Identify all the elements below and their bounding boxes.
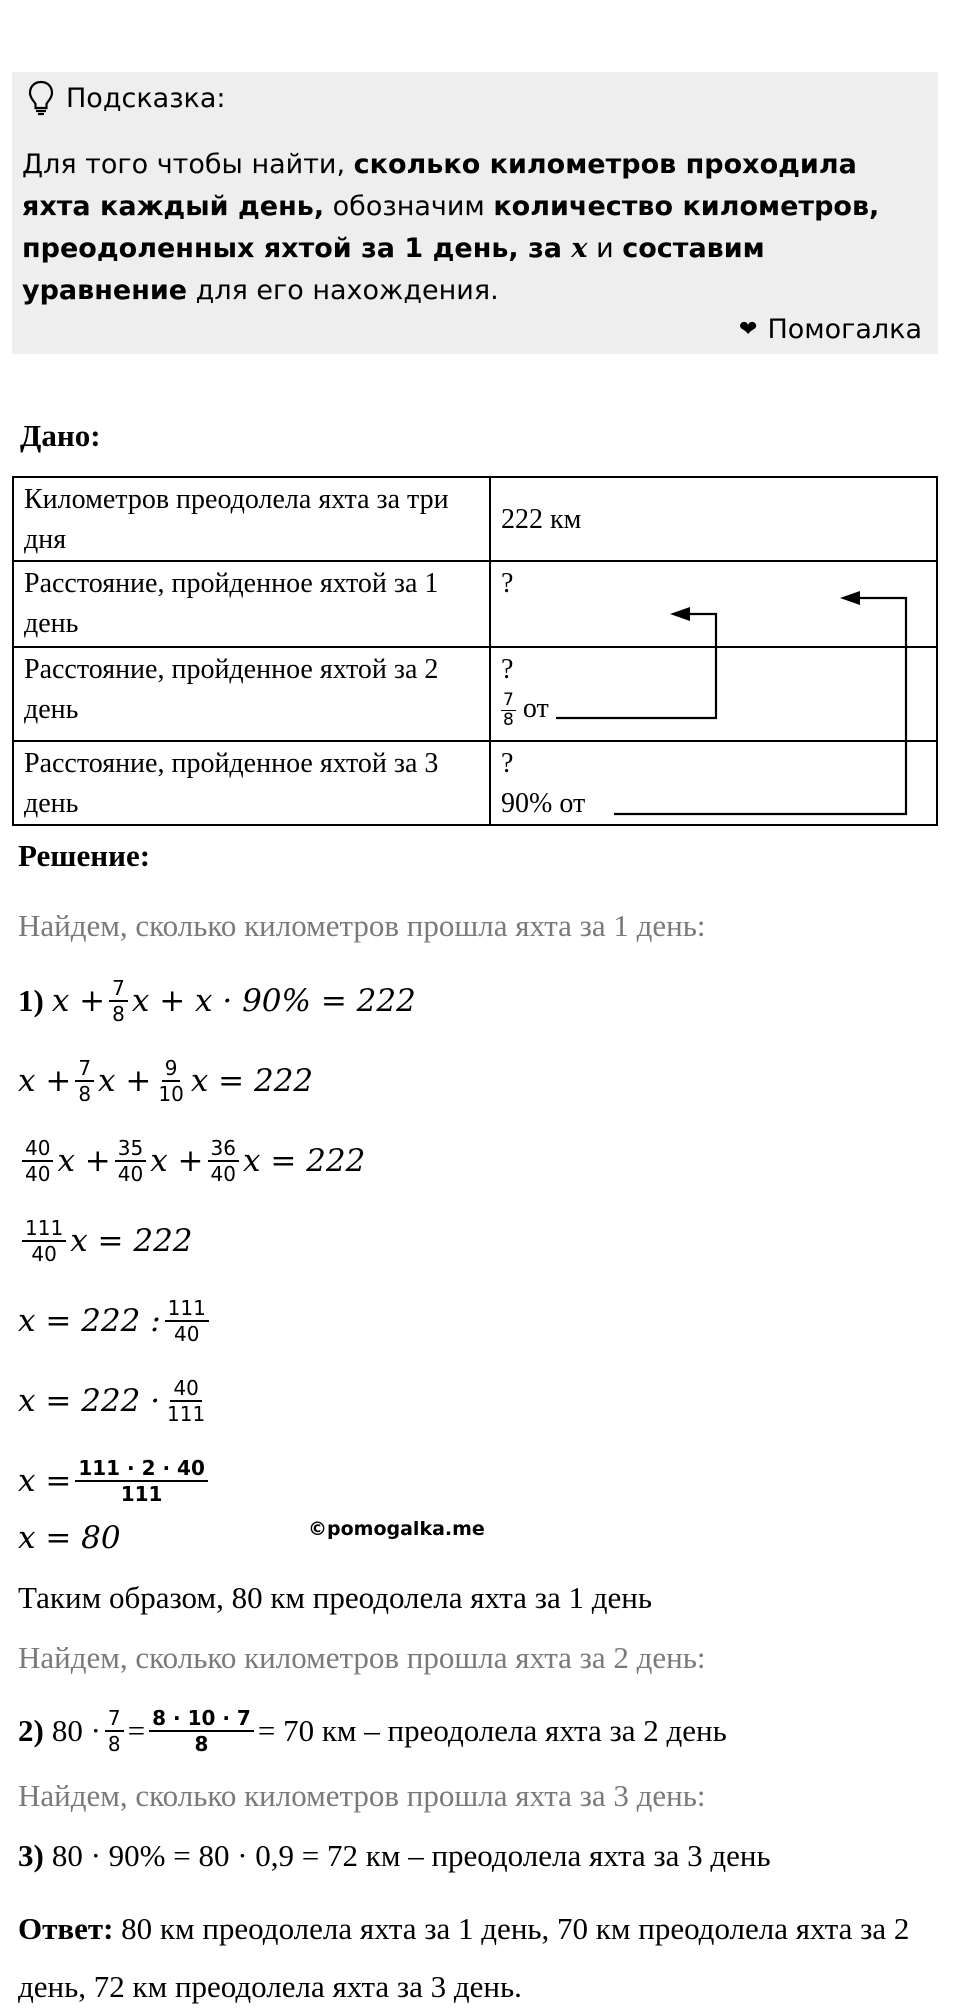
equation-line	[18, 1296, 213, 1346]
equation-part: x +	[51, 983, 106, 1019]
fraction-numerator: 111	[22, 1216, 66, 1242]
fraction-denominator: 8	[78, 1082, 92, 1106]
equation-part: x = 222 ·	[18, 1383, 161, 1419]
step-description: Найдем, сколько километров прошла яхта за 1 день:	[18, 908, 706, 943]
hint-header	[28, 80, 226, 116]
equation-part: x = 222	[190, 1063, 314, 1099]
step-number: 3)	[18, 1838, 44, 1873]
table-row	[13, 741, 937, 825]
brand-link[interactable]	[739, 314, 922, 345]
table-cell-label: Расстояние, пройденное яхтой за 1 день	[13, 561, 490, 647]
fraction-numerator: 111	[165, 1296, 209, 1322]
hint-bold-part: сколько километров проходила яхта каждый день,	[22, 149, 857, 222]
fraction-numerator: 7	[109, 976, 128, 1002]
fraction-numerator: 7	[105, 1706, 124, 1732]
brand-name: Помогалка	[767, 314, 922, 345]
fraction-numerator: 35	[115, 1136, 146, 1162]
heart-icon: ❤	[739, 317, 758, 342]
step-description: Найдем, сколько километров прошла яхта за 3 день:	[18, 1778, 706, 1813]
fraction-numerator: 111 · 2 · 40	[75, 1456, 208, 1482]
value-question: ?	[501, 654, 514, 685]
value-extra: 90% от	[501, 788, 586, 819]
fraction	[501, 691, 516, 730]
given-title: Дано:	[20, 418, 101, 453]
equation-part: x + x · 90% = 222	[131, 983, 416, 1019]
fraction	[105, 1706, 124, 1756]
step-description: Найдем, сколько километров прошла яхта за 2 день:	[18, 1640, 706, 1675]
equation-part: = 70 км – преодолела яхта за 2 день	[257, 1713, 727, 1748]
solution-title: Решение:	[18, 838, 151, 873]
hint-text-part: и	[587, 233, 623, 264]
given-table	[12, 476, 938, 826]
fraction	[22, 1216, 66, 1266]
fraction-denominator: 8	[107, 1732, 121, 1756]
equation-part: x = 222	[70, 1223, 193, 1259]
fraction	[22, 1136, 53, 1186]
watermark: ©pomogalka.me	[308, 1518, 485, 1540]
fraction-numerator: 40	[170, 1376, 201, 1402]
fraction	[75, 1056, 94, 1106]
hint-text-part: обозначим	[324, 191, 494, 222]
fraction-denominator: 111	[167, 1402, 206, 1426]
fraction-numerator: 7	[503, 690, 514, 711]
hint-variable: x	[571, 233, 588, 264]
equation-part: x =	[18, 1463, 72, 1499]
table-cell-value	[490, 741, 937, 825]
fraction-denominator: 8	[194, 1732, 209, 1756]
table-cell-label: Расстояние, пройденное яхтой за 2 день	[13, 647, 490, 741]
equation-part: x +	[57, 1143, 111, 1179]
fraction-denominator: 40	[174, 1322, 200, 1346]
equation-part: x = 222	[242, 1143, 366, 1179]
fraction-denominator: 40	[25, 1162, 51, 1186]
step-number: 2)	[18, 1713, 44, 1748]
table-row	[13, 647, 937, 741]
hint-title: Подсказка:	[66, 82, 226, 114]
value-suffix: от	[522, 693, 549, 724]
equation-part: x = 222 :	[18, 1303, 161, 1339]
equation-part: 80 · 90% = 80 · 0,9 = 72 км – преодолела яхта за 3 день	[51, 1838, 771, 1873]
fraction	[155, 1056, 186, 1106]
equation-part: x +	[98, 1063, 152, 1099]
table-row	[13, 561, 937, 647]
fraction-numerator: 9	[162, 1056, 181, 1082]
value-fraction-line	[501, 690, 926, 730]
fraction	[149, 1706, 254, 1756]
answer-text: 80 км преодолела яхта за 1 день, 70 км преодолела яхта за 2 день, 72 км преодолела яхта за 3 день.	[18, 1911, 910, 2004]
fraction-denominator: 40	[31, 1242, 57, 1266]
table-cell-label: Километров преодолела яхта за три дня	[13, 477, 490, 561]
hint-text-part: Для того чтобы найти,	[22, 149, 354, 180]
fraction	[164, 1376, 208, 1426]
equation-part: x +	[150, 1143, 204, 1179]
equation-line: x = 80	[18, 1520, 121, 1556]
fraction-denominator: 8	[112, 1002, 125, 1026]
fraction	[165, 1296, 209, 1346]
conclusion-text: Таким образом, 80 км преодолела яхта за 1 день	[18, 1580, 652, 1615]
hint-bold-part: количество километров, преодоленных яхтой за 1 день, за	[22, 191, 880, 264]
fraction-denominator: 40	[210, 1162, 236, 1186]
table-cell-value: 222 км	[490, 477, 937, 561]
equation-line	[18, 1216, 193, 1266]
hint-box	[12, 72, 938, 354]
fraction-numerator: 7	[75, 1056, 94, 1082]
lightbulb-icon	[28, 80, 54, 116]
equation-line	[18, 976, 416, 1026]
fraction-denominator: 8	[503, 710, 514, 731]
fraction-numerator: 36	[208, 1136, 239, 1162]
equation-part: =	[127, 1713, 146, 1748]
fraction	[109, 976, 128, 1026]
equation-line	[18, 1136, 365, 1186]
fraction-numerator: 40	[22, 1136, 53, 1162]
hint-bold-part: составим уравнение	[22, 233, 765, 306]
hint-text-part: для его нахождения.	[187, 275, 499, 306]
fraction	[115, 1136, 146, 1186]
hint-text	[22, 144, 922, 312]
fraction	[75, 1456, 208, 1506]
answer-label: Ответ:	[18, 1911, 114, 1946]
fraction-denominator: 40	[117, 1162, 144, 1186]
table-cell-value	[490, 647, 937, 741]
value-question: ?	[501, 748, 514, 779]
table-row	[13, 477, 937, 561]
equation-line	[18, 1056, 313, 1106]
step-number: 1)	[18, 983, 44, 1018]
table-cell-label: Расстояние, пройденное яхтой за 3 день	[13, 741, 490, 825]
fraction-denominator: 10	[158, 1082, 184, 1106]
equation-part: 80 ·	[51, 1713, 101, 1748]
equation-line	[18, 1456, 212, 1506]
fraction	[208, 1136, 239, 1186]
equation-part: x +	[18, 1063, 72, 1099]
equation-line	[18, 1706, 727, 1756]
fraction-denominator: 111	[120, 1482, 163, 1506]
answer	[18, 1900, 918, 2016]
equation-line	[18, 1376, 212, 1426]
table-cell-value: ?	[490, 561, 937, 647]
equation-line	[18, 1838, 771, 1874]
fraction-numerator: 8 · 10 · 7	[149, 1706, 254, 1732]
